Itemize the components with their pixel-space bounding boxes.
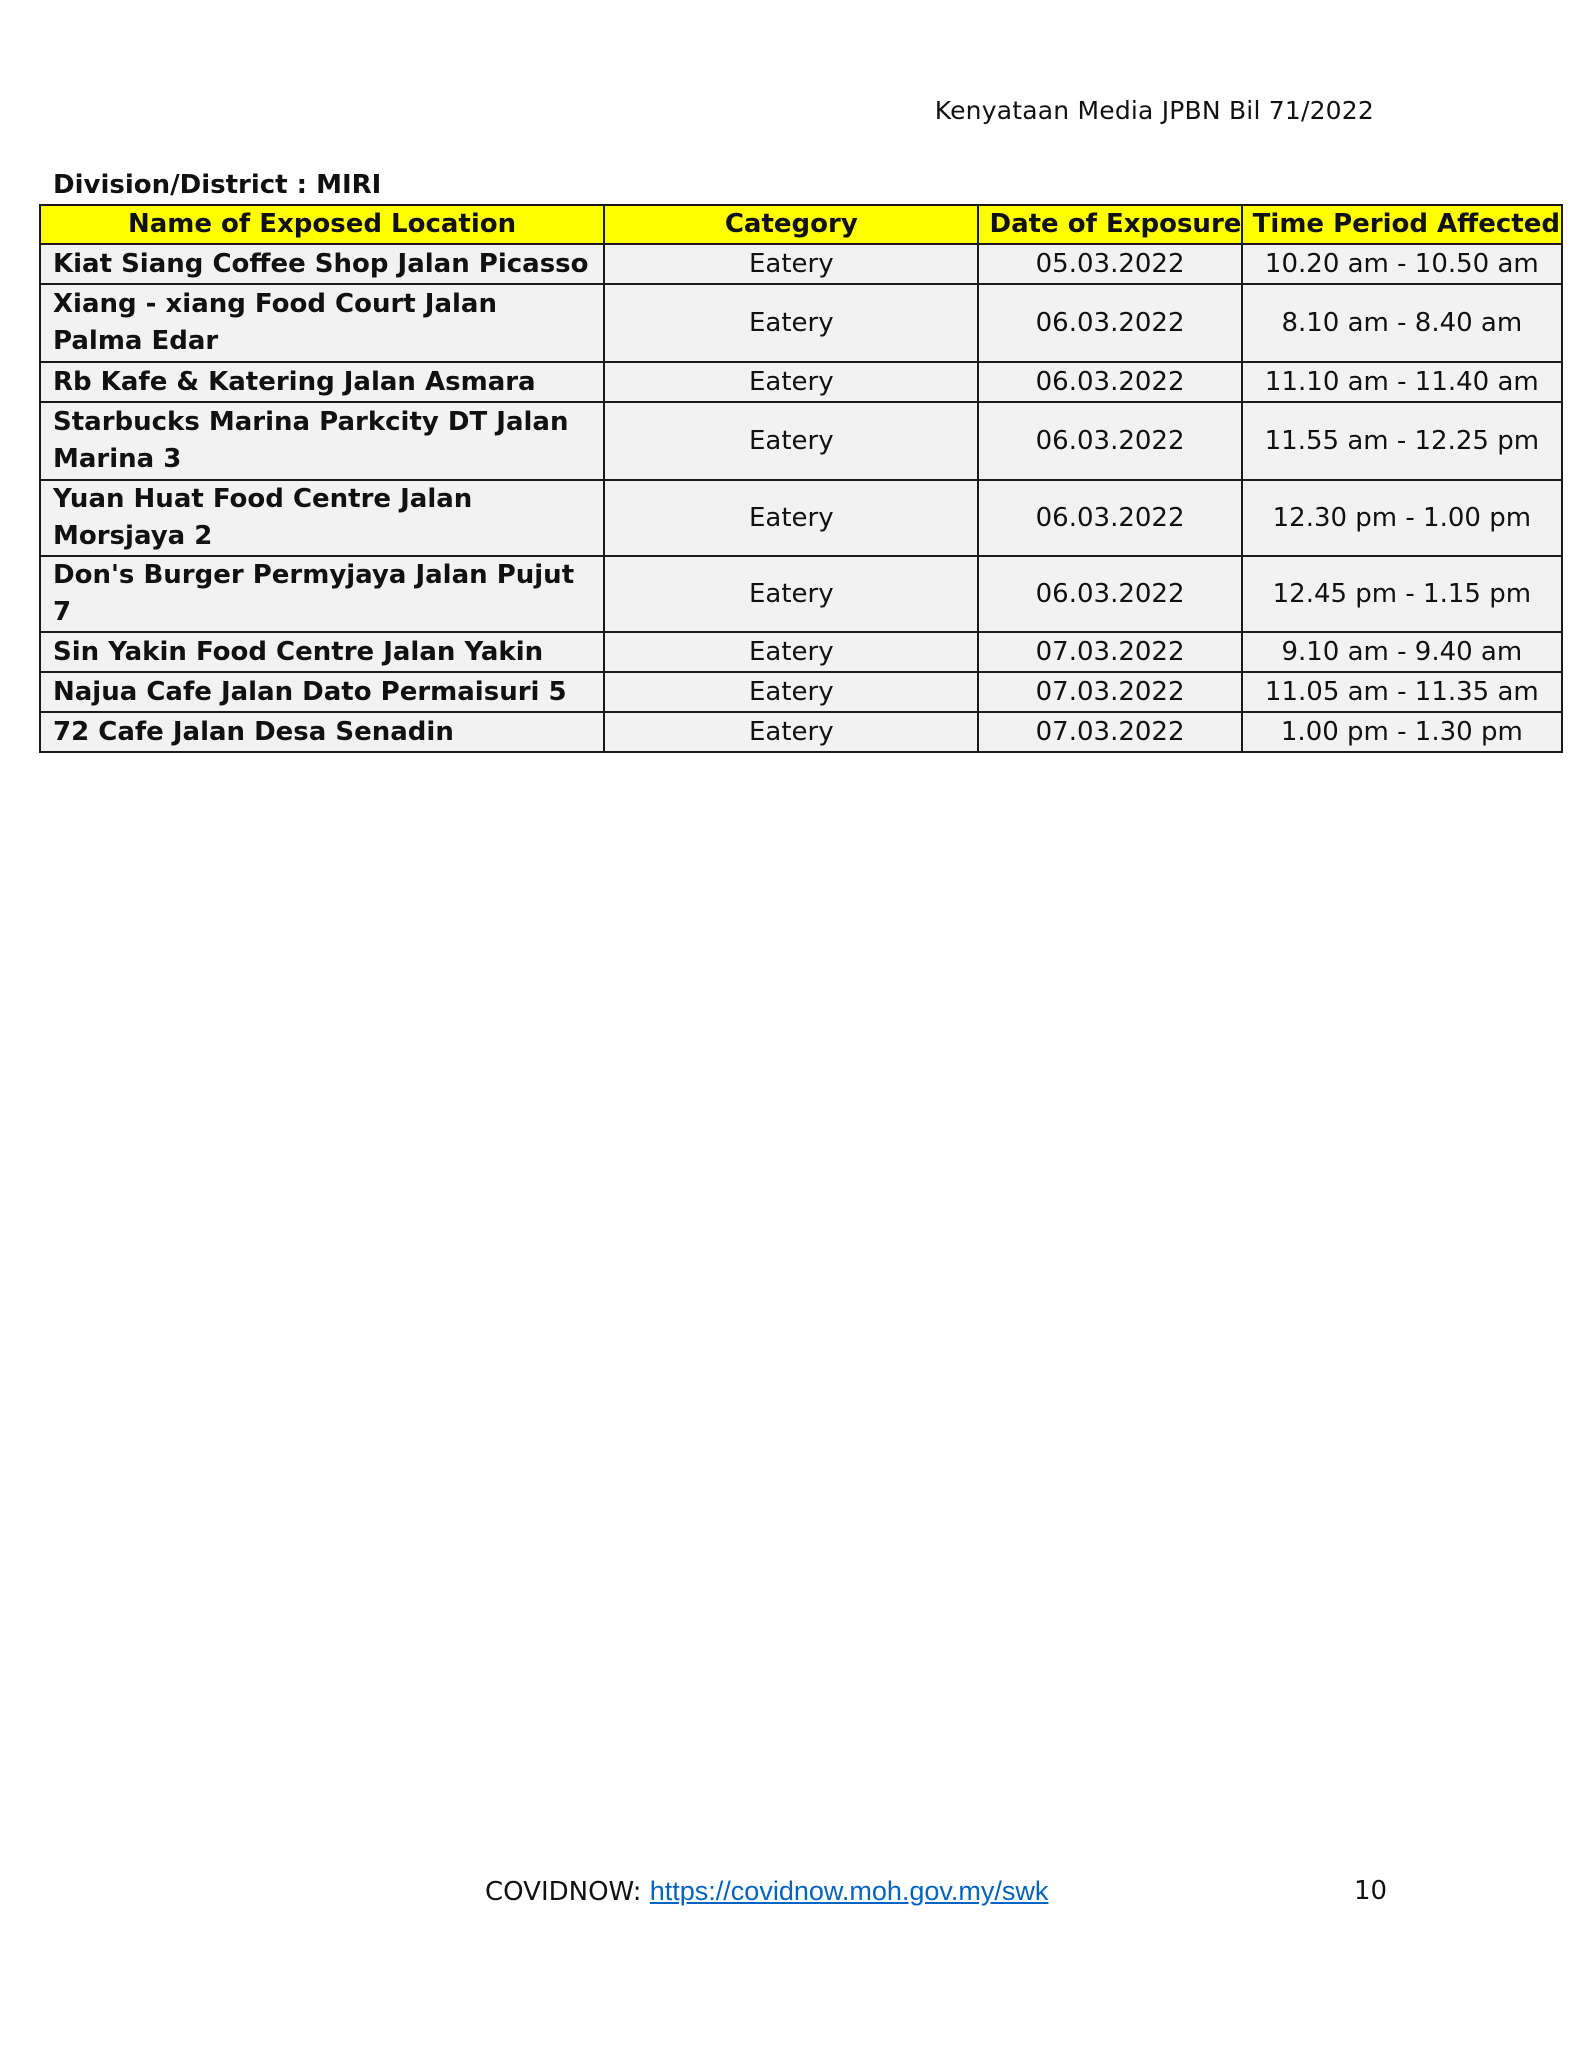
location-category: Eatery	[604, 284, 978, 362]
location-category: Eatery	[604, 556, 978, 632]
exposure-date: 07.03.2022	[978, 672, 1241, 712]
table-row	[40, 480, 1562, 556]
location-category: Eatery	[604, 672, 978, 712]
exposure-date: 07.03.2022	[978, 632, 1241, 672]
exposure-date: 06.03.2022	[978, 362, 1241, 402]
table-row	[40, 672, 1562, 712]
exposure-date: 06.03.2022	[978, 284, 1241, 362]
footer-prefix: COVIDNOW:	[485, 1877, 650, 1907]
column-header-location: Name of Exposed Location	[40, 205, 604, 244]
location-category: Eatery	[604, 244, 978, 284]
document-reference: Kenyataan Media JPBN Bil 71/2022	[934, 96, 1374, 125]
covidnow-link[interactable]: https://covidnow.moh.gov.my/swk	[649, 1876, 1049, 1906]
location-name: Kiat Siang Coffee Shop Jalan Picasso	[40, 244, 604, 284]
time-period: 9.10 am - 9.40 am	[1242, 632, 1562, 672]
location-name: Najua Cafe Jalan Dato Permaisuri 5	[40, 672, 604, 712]
location-name: Yuan Huat Food Centre Jalan Morsjaya 2	[40, 480, 604, 556]
table-row	[40, 632, 1562, 672]
exposure-date: 06.03.2022	[978, 480, 1241, 556]
time-period: 11.10 am - 11.40 am	[1242, 362, 1562, 402]
footer-source	[485, 1876, 1048, 1907]
page-number: 10	[1354, 1876, 1388, 1906]
location-category: Eatery	[604, 402, 978, 480]
time-period: 11.55 am - 12.25 pm	[1242, 402, 1562, 480]
division-district-label: Division/District : MIRI	[53, 170, 382, 200]
column-header-category: Category	[604, 205, 978, 244]
location-name: Sin Yakin Food Centre Jalan Yakin	[40, 632, 604, 672]
time-period: 11.05 am - 11.35 am	[1242, 672, 1562, 712]
table-row	[40, 362, 1562, 402]
exposure-date: 07.03.2022	[978, 712, 1241, 752]
location-category: Eatery	[604, 632, 978, 672]
table-row	[40, 556, 1562, 632]
exposure-date: 05.03.2022	[978, 244, 1241, 284]
exposure-table	[39, 204, 1563, 753]
location-category: Eatery	[604, 480, 978, 556]
location-name: 72 Cafe Jalan Desa Senadin	[40, 712, 604, 752]
location-name: Rb Kafe & Katering Jalan Asmara	[40, 362, 604, 402]
table-row	[40, 402, 1562, 480]
time-period: 1.00 pm - 1.30 pm	[1242, 712, 1562, 752]
time-period: 8.10 am - 8.40 am	[1242, 284, 1562, 362]
table-header-row	[40, 205, 1562, 244]
table-row	[40, 284, 1562, 362]
table-row	[40, 244, 1562, 284]
column-header-time: Time Period Affected	[1242, 205, 1562, 244]
time-period: 12.45 pm - 1.15 pm	[1242, 556, 1562, 632]
column-header-date: Date of Exposure	[978, 205, 1241, 244]
table-row	[40, 712, 1562, 752]
time-period: 12.30 pm - 1.00 pm	[1242, 480, 1562, 556]
exposure-date: 06.03.2022	[978, 402, 1241, 480]
time-period: 10.20 am - 10.50 am	[1242, 244, 1562, 284]
location-category: Eatery	[604, 712, 978, 752]
location-name: Xiang - xiang Food Court Jalan Palma Edar	[40, 284, 604, 362]
exposure-date: 06.03.2022	[978, 556, 1241, 632]
location-category: Eatery	[604, 362, 978, 402]
location-name: Don's Burger Permyjaya Jalan Pujut 7	[40, 556, 604, 632]
location-name: Starbucks Marina Parkcity DT Jalan Marina 3	[40, 402, 604, 480]
